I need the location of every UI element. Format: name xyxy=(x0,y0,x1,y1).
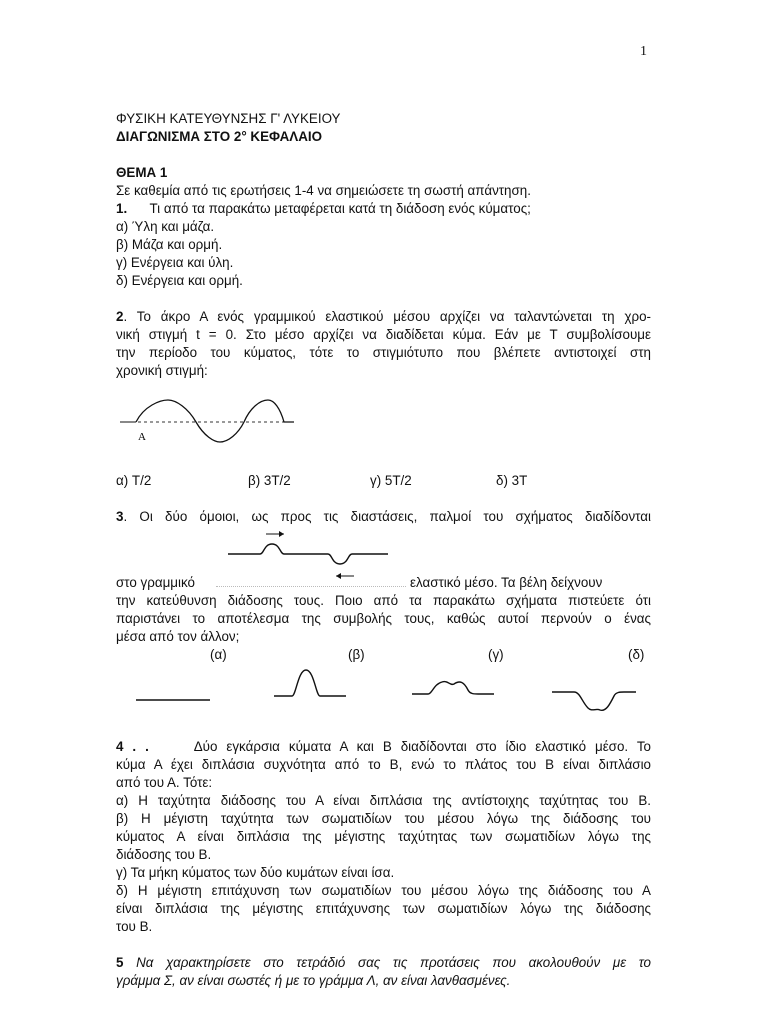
q2-line-4: χρονική στιγμή: xyxy=(116,363,208,378)
q2-line-3: την περίοδο του κύματος, τότε το στιγμιότυπο που βλέπετε αντιστοιχεί στη xyxy=(116,345,651,360)
q3-number: 3 xyxy=(116,509,124,524)
q4-line-11: του Β. xyxy=(116,919,153,934)
q2-wave-figure xyxy=(118,398,298,448)
q5-line-1 xyxy=(116,954,651,971)
q3-choice-label-c: (γ) xyxy=(488,647,504,662)
q3-line-2-gap-rule xyxy=(216,586,406,587)
q5-number: 5 xyxy=(116,955,124,970)
q3-right-arrowhead xyxy=(279,531,284,537)
q3-line-2-right: ελαστικό μέσο. Τα βέλη δείχνουν xyxy=(410,575,603,590)
q3-choices-figure xyxy=(130,664,660,720)
q1-number: 1. xyxy=(116,201,128,216)
q2-line-1-text: . Το άκρο Α ενός γραμμικού ελαστικού μέσου αρχίζει να ταλαντώνεται τη χρο- xyxy=(123,309,651,324)
q3-choice-label-a: (α) xyxy=(210,647,227,662)
theme1-instruction: Σε καθεμία από τις ερωτήσεις 1-4 να σημειώσετε τη σωστή απάντηση. xyxy=(116,183,531,198)
q1-option-a: α) Ύλη και μάζα. xyxy=(116,219,215,234)
theme1-title: ΘΕΜΑ 1 xyxy=(116,165,168,180)
q3-line-1-text: . Οι δύο όμοιοι, ως προς τις διαστάσεις, παλμοί του σχήματος διαδίδονται xyxy=(123,509,651,524)
q4-line-2: κύμα Α έχει διπλάσια συχνότητα από το Β, ενώ το πλάτος του Β είναι διπλάσιο xyxy=(116,757,651,772)
q1-stem xyxy=(116,200,651,217)
q4-line-6: κύματος Α είναι διπλάσια της μέγιστης ταχύτητας των σωματιδίων λόγω της xyxy=(116,829,651,844)
q1-option-b: β) Μάζα και ορμή. xyxy=(116,237,223,252)
q3-line-5: μέσα από τον άλλον; xyxy=(116,629,240,644)
q1-option-c: γ) Ενέργεια και ύλη. xyxy=(116,255,234,270)
q3-choice-label-d: (δ) xyxy=(628,647,645,662)
q4-line-1-text: Δύο εγκάρσια κύματα Α και Β διαδίδονται στο ίδιο ελαστικό μέσο. Το xyxy=(193,739,651,754)
q3-choice-label-b: (β) xyxy=(348,647,365,662)
q3-choice-d-double-dip xyxy=(552,692,636,710)
page-number: 1 xyxy=(640,44,647,59)
q4-number: 4 . . xyxy=(116,739,149,754)
q2-line-2: νική στιγμή t = 0. Στο μέσο αρχίζει να διαδίδεται κύμα. Εάν με Τ συμβολίσουμε xyxy=(116,327,651,342)
q4-line-10: είναι διπλάσια της μέγιστης επιτάχυνσης των σωματιδίων λόγω της διάδοσης xyxy=(116,901,651,916)
q2-option-b: β) 3T/2 xyxy=(248,473,291,488)
q3-line-1 xyxy=(116,508,651,525)
q2-option-a: α) T/2 xyxy=(116,473,152,488)
q3-pulse-line xyxy=(228,544,388,564)
q5-line-1-text: Να χαρακτηρίσετε στο τετράδιό σας τις προτάσεις που ακολουθούν με το xyxy=(136,955,651,970)
q4-line-1 xyxy=(116,738,651,755)
q3-choice-b-single-pulse xyxy=(274,670,346,696)
q3-line-2-left: στο γραμμικό xyxy=(116,575,195,590)
q1-text: Τι από τα παρακάτω μεταφέρεται κατά τη διάδοση ενός κύματος; xyxy=(149,201,531,216)
q5-line-2: γράμμα Σ, αν είναι σωστές ή με το γράμμα Λ, αν είναι λανθασμένες. xyxy=(116,973,511,988)
q2-number: 2 xyxy=(116,309,124,324)
q2-option-d: δ) 3T xyxy=(496,473,528,488)
q2-option-c: γ) 5T/2 xyxy=(370,473,412,488)
q4-line-4: α) Η ταχύτητα διάδοσης του Α είναι διπλάσια της αντίστοιχης ταχύτητας του Β. xyxy=(116,793,651,808)
q4-line-7: διάδοσης του Β. xyxy=(116,847,212,862)
exam-title: ΔΙΑΓΩΝΙΣΜΑ ΣΤΟ 2° ΚΕΦΑΛΑΙΟ xyxy=(116,129,323,144)
q3-line-4: παριστάνει το αποτέλεσμα της συμβολής τους, καθώς αυτοί περνούν ο ένας xyxy=(116,611,651,626)
q2-point-a-label: A xyxy=(138,431,146,443)
q4-line-9: δ) Η μέγιστη επιτάχυνση των σωματιδίων του μέσου λόγω της διάδοσης του Α xyxy=(116,883,651,898)
q4-line-8: γ) Τα μήκη κύματος των δύο κυμάτων είναι ίσα. xyxy=(116,865,395,880)
q2-line-1 xyxy=(116,308,651,325)
q4-line-3: από του Α. Τότε: xyxy=(116,775,213,790)
subject-title: ΦΥΣΙΚΗ ΚΑΤΕΥΘΥΝΣΗΣ Γ' ΛΥΚΕΙΟΥ xyxy=(116,111,341,126)
q4-line-5: β) Η μέγιστη ταχύτητα των σωματιδίων του μέσου λόγω της διάδοσης του xyxy=(116,811,651,826)
q1-option-d: δ) Ενέργεια και ορμή. xyxy=(116,273,243,288)
q3-line-3: την κατεύθυνση διάδοσης τους. Ποιο από τα παρακάτω σχήματα πιστεύετε ότι xyxy=(116,593,651,608)
q3-choice-c-double-hump xyxy=(412,682,494,694)
q2-wave-curve xyxy=(136,400,294,442)
